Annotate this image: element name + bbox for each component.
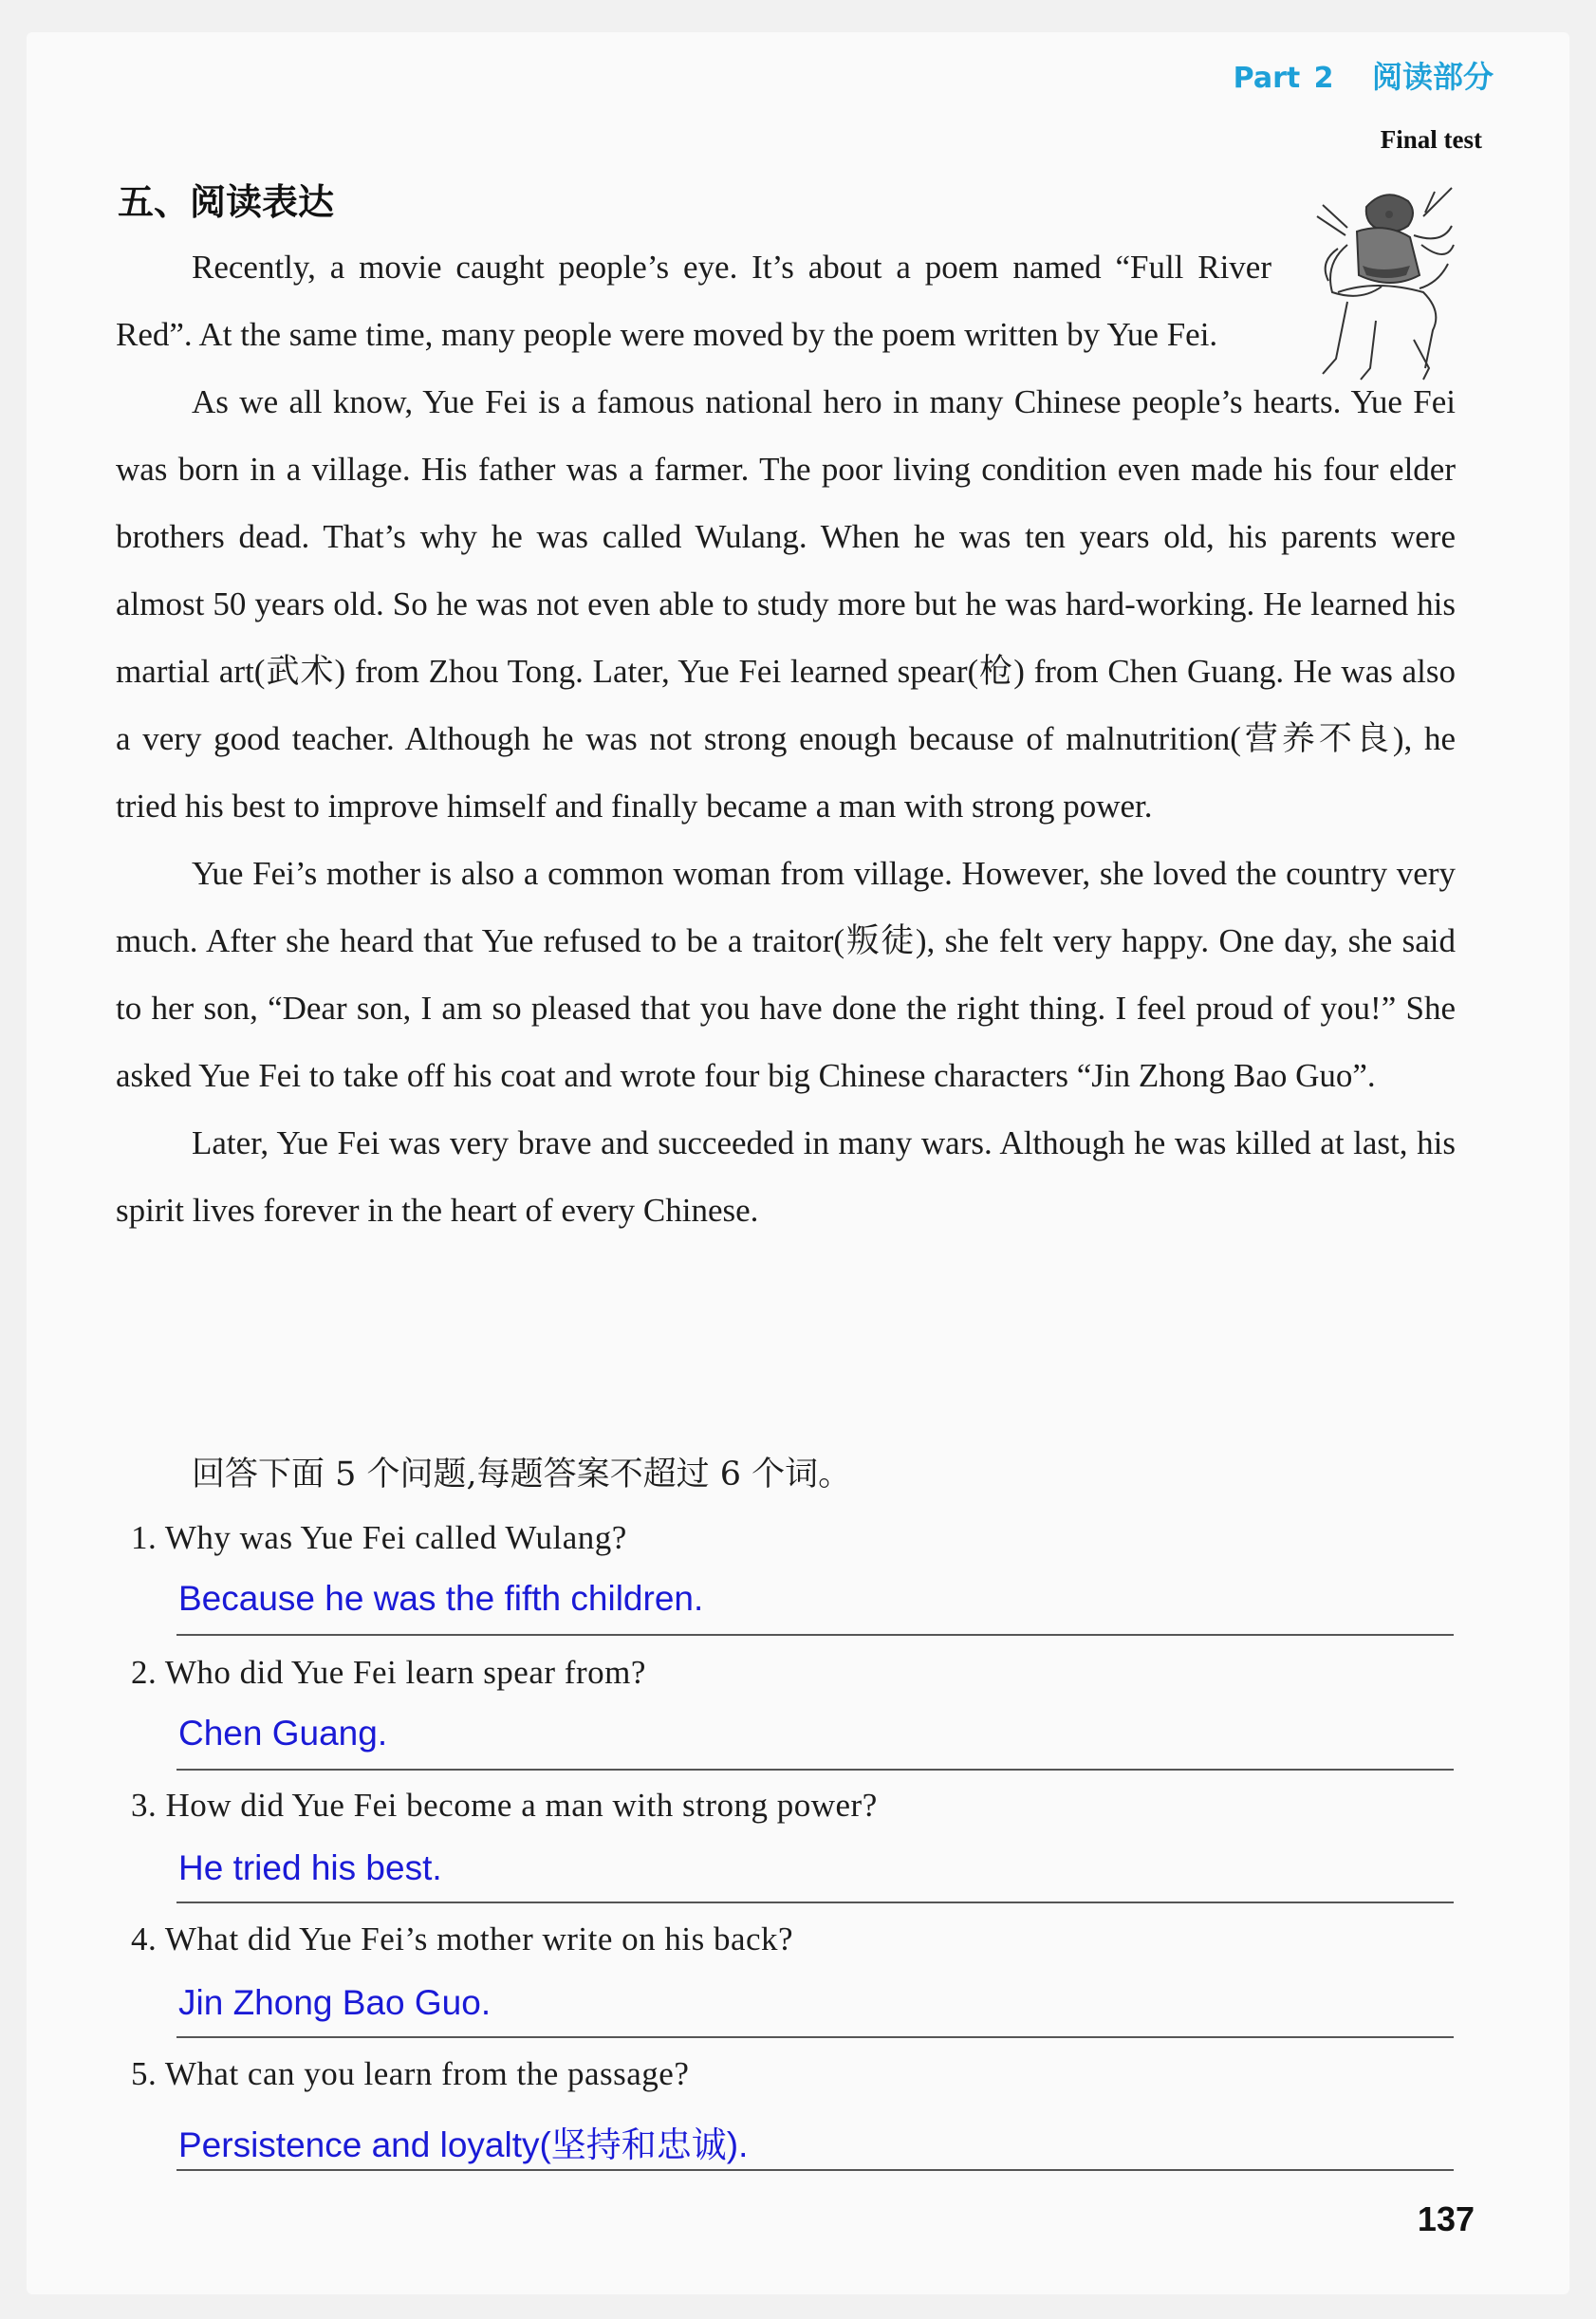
answer-5: Persistence and loyalty(坚持和忠诚). xyxy=(178,2125,749,2164)
answer-line xyxy=(176,1634,1454,1636)
question-number: 2. xyxy=(131,1654,158,1691)
question-1 xyxy=(131,1519,627,1557)
question-number: 4. xyxy=(131,1920,158,1957)
section-title: 五、阅读表达 xyxy=(118,181,335,223)
question-text: How did Yue Fei become a man with strong power? xyxy=(165,1787,878,1824)
answer-4: Jin Zhong Bao Guo. xyxy=(178,1983,492,2022)
question-text: Who did Yue Fei learn spear from? xyxy=(164,1654,646,1691)
final-test-label: Final test xyxy=(1380,125,1482,154)
answer-3: He tried his best. xyxy=(178,1848,442,1887)
answer-line xyxy=(176,1769,1454,1771)
part-title: 阅读部分 xyxy=(1371,59,1494,95)
question-text: What did Yue Fei’s mother write on his back? xyxy=(164,1920,794,1957)
question-number: 5. xyxy=(131,2055,158,2092)
answer-1: Because he was the fifth children. xyxy=(178,1579,704,1618)
question-number: 1. xyxy=(131,1519,158,1556)
answer-line xyxy=(176,1902,1454,1903)
question-number: 3. xyxy=(131,1787,158,1824)
passage-paragraph: Recently, a movie caught people’s eye. It’s about a poem named “Full River Red”. At the same time, many people were moved by the poem written by Yue Fei. xyxy=(116,249,1271,353)
question-2 xyxy=(131,1654,646,1692)
reading-passage xyxy=(116,233,1456,1244)
question-5 xyxy=(131,2055,689,2093)
passage-paragraph: As we all know, Yue Fei is a famous national hero in many Chinese people’s hearts. Yue Fei was born in a village. His father was a farmer. The poor living condition even made his four elder brothers dead. That’s why he was called Wulang. When he was ten years old, his parents were almost 50 years old. So he was not even able to study more but he was hard-working. He learned his martial art(武术) from Zhou Tong. Later, Yue Fei learned spear(枪) from Chen Guang. He was also a very good teacher. Although he was not strong enough because of malnutrition(营养不良), he tried his best to improve himself and finally became a man with strong power. xyxy=(116,383,1456,825)
part-label: Part xyxy=(1233,62,1301,95)
question-text: Why was Yue Fei called Wulang? xyxy=(164,1519,627,1556)
answer-line xyxy=(176,2036,1454,2038)
passage-paragraph: Yue Fei’s mother is also a common woman from village. However, she loved the country very much. After she heard that Yue refused to be a traitor(叛徒), she felt very happy. One day, she said to her son, “Dear son, I am so pleased that you have done the right thing. I feel proud of you!” She asked Yue Fei to take off his coat and wrote four big Chinese characters “Jin Zhong Bao Guo”. xyxy=(116,855,1456,1094)
part-header xyxy=(1234,53,1494,102)
answer-line xyxy=(176,2169,1454,2171)
question-4 xyxy=(131,1920,793,1958)
answer-2: Chen Guang. xyxy=(178,1714,388,1753)
question-text: What can you learn from the passage? xyxy=(164,2055,690,2092)
question-instruction: 回答下面 5 个问题,每题答案不超过 6 个词。 xyxy=(192,1456,852,1493)
question-3 xyxy=(131,1787,878,1825)
page-number: 137 xyxy=(1417,2199,1475,2238)
part-number: 2 xyxy=(1313,62,1334,95)
passage-paragraph: Later, Yue Fei was very brave and succeeded in many wars. Although he was killed at last, his spirit lives forever in the heart of every Chinese. xyxy=(116,1124,1456,1229)
